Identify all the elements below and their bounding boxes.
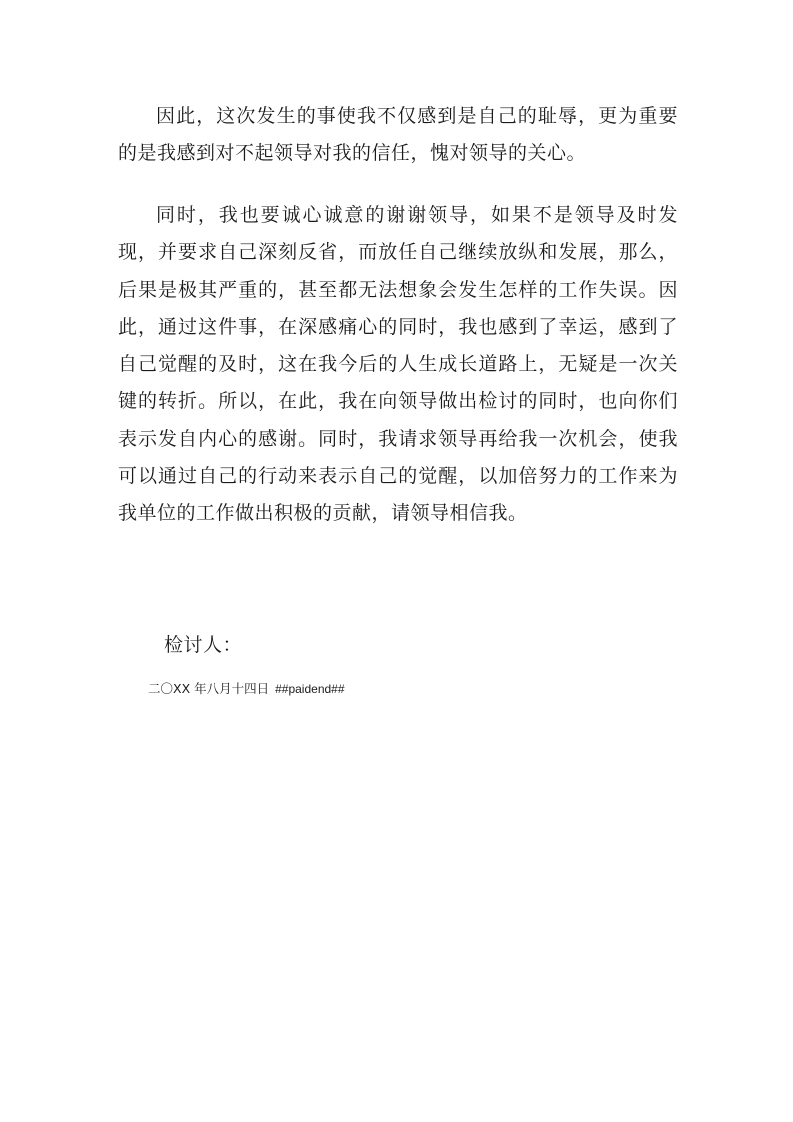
paragraph-gratitude: 同时，我也要诚心诚意的谢谢领导，如果不是领导及时发现，并要求自己深刻反省，而放任自己继续放纵和发展，那么，后果是极其严重的，甚至都无法想象会发生怎样的工作失误。因此，通过这件事，在深感痛心的同时，我也感到了幸运，感到了自己觉醒的及时，这在我今后的人生成长道路上，无疑是一次关键的转折。所以，在此，我在向领导做出检讨的同时，也向你们表示发自内心的感谢。同时，我请求领导再给我一次机会，使我可以通过自己的行动来表示自己的觉醒，以加倍努力的工作来为我单位的工作做出积极的贡献，请领导相信我。: [118, 204, 678, 525]
document-date: 二〇XX 年八月十四日: [148, 681, 270, 696]
end-marker: ##paidend##: [275, 682, 345, 696]
date-line: [148, 680, 345, 698]
paragraph-reflection: 因此，这次发生的事使我不仅感到是自己的耻辱，更为重要的是我感到对不起领导对我的信任，愧对领导的关心。: [118, 105, 678, 165]
signer-label: 检讨人：: [164, 634, 243, 656]
